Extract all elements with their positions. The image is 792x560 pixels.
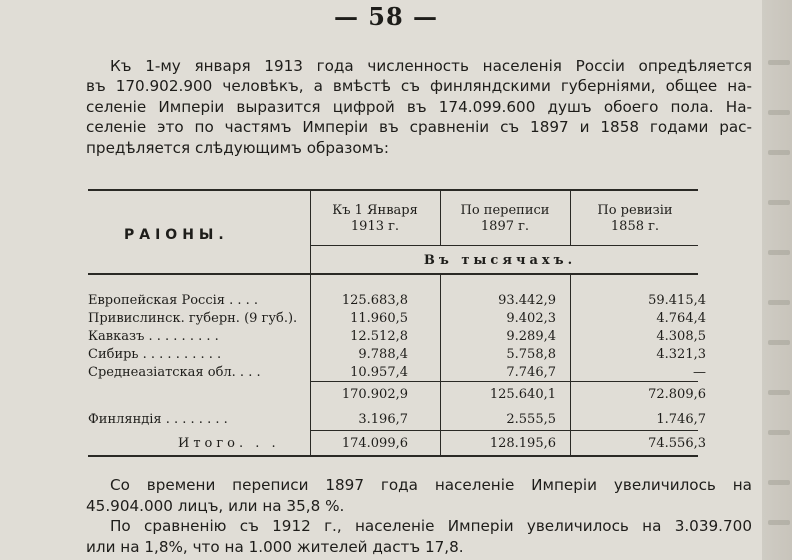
intro-line: селеніе Имперіи выразится цифрой въ 174.099.600 душъ обоего пола. На- <box>86 97 752 116</box>
row-value-1913: 125.683,8 <box>341 293 408 308</box>
subtotal-value-1858: 72.809,6 <box>648 387 706 402</box>
total-value-1913: 174.099,6 <box>341 436 408 451</box>
row-value-1897: 9.289,4 <box>506 329 556 344</box>
column-header-1858 <box>572 203 698 235</box>
outro-line: По сравненію съ 1912 г., населеніе Имперіи увеличилось на 3.039.700 <box>110 517 752 536</box>
row-region-name: Финляндія . . . . . . . . <box>88 412 228 427</box>
intro-paragraph <box>86 56 752 158</box>
table-column-divider <box>440 275 441 455</box>
table-column-divider <box>310 191 311 455</box>
subtotal-value-1897: 125.640,1 <box>489 387 556 402</box>
row-value-1913: 9.788,4 <box>358 347 408 362</box>
closing-paragraphs <box>86 475 752 557</box>
subtotal-value-1913: 170.902,9 <box>341 387 408 402</box>
row-value-1858: 4.321,3 <box>656 347 706 362</box>
column-header-line: Къ 1 Января <box>332 203 418 218</box>
table-top-rule <box>88 189 698 191</box>
table-bottom-rule <box>88 455 698 457</box>
column-header-line: 1897 г. <box>480 219 530 234</box>
table-units-rule <box>310 245 698 246</box>
intro-line: въ 170.902.900 человѣкъ, а вмѣстѣ съ финляндскими губерніями, общее на- <box>86 77 752 96</box>
region-column-header: РАІОНЫ. <box>124 227 229 243</box>
row-region-name: Европейская Россія . . . . <box>88 293 259 308</box>
row-region-name: Кавказъ . . . . . . . . . <box>88 329 219 344</box>
row-value-1897: 2.555,5 <box>506 412 556 427</box>
row-region-name: Привислинск. губерн. (9 губ.). <box>88 311 298 326</box>
row-value-1913: 12.512,8 <box>350 329 408 344</box>
row-value-1858: 4.764,4 <box>656 311 706 326</box>
row-value-1858: 1.746,7 <box>656 412 706 427</box>
row-value-1897: 93.442,9 <box>498 293 556 308</box>
column-header-1897 <box>442 203 568 235</box>
outro-line: или на 1,8%, что на 1.000 жителей дастъ 17,8. <box>86 537 464 556</box>
table-column-divider <box>570 191 571 245</box>
column-header-1913 <box>312 203 438 235</box>
column-header-line: По ревизіи <box>597 203 673 218</box>
row-value-1913: 10.957,4 <box>350 365 408 380</box>
table-column-divider <box>440 191 441 245</box>
page-number: — 58 — <box>333 2 439 31</box>
adjacent-page-edge <box>762 0 792 560</box>
row-value-1897: 9.402,3 <box>506 311 556 326</box>
outro-line: 45.904.000 лицъ, или на 35,8 %. <box>86 496 345 515</box>
row-value-1858: — <box>693 365 706 380</box>
row-region-name: Сибирь . . . . . . . . . . <box>88 347 222 362</box>
total-value-1897: 128.195,6 <box>489 436 556 451</box>
total-value-1858: 74.556,3 <box>648 436 706 451</box>
total-rule <box>310 430 698 431</box>
intro-line: предѣляется слѣдующимъ образомъ: <box>86 138 389 157</box>
row-region-name: Среднеазіатская обл. . . . <box>88 365 261 380</box>
intro-line: Къ 1-му января 1913 года численность населенія Россіи опредѣляется <box>110 57 752 75</box>
column-header-line: По переписи <box>460 203 550 218</box>
row-value-1913: 3.196,7 <box>358 412 408 427</box>
row-value-1858: 4.308,5 <box>656 329 706 344</box>
units-label: Въ тысячахъ. <box>423 253 577 268</box>
subtotal-rule <box>310 381 698 382</box>
row-value-1913: 11.960,5 <box>350 311 408 326</box>
table-header-rule <box>88 273 698 275</box>
intro-line: селеніе это по частямъ Имперіи въ сравненіи съ 1897 и 1858 годами рас- <box>86 118 752 137</box>
column-header-line: 1858 г. <box>610 219 660 234</box>
outro-line: Со времени переписи 1897 года населеніе Имперіи увеличилось на <box>110 476 752 494</box>
row-value-1897: 7.746,7 <box>506 365 556 380</box>
row-value-1858: 59.415,4 <box>648 293 706 308</box>
row-value-1897: 5.758,8 <box>506 347 556 362</box>
table-column-divider <box>570 275 571 455</box>
total-label: Итого. . . <box>178 436 280 451</box>
column-header-line: 1913 г. <box>350 219 400 234</box>
